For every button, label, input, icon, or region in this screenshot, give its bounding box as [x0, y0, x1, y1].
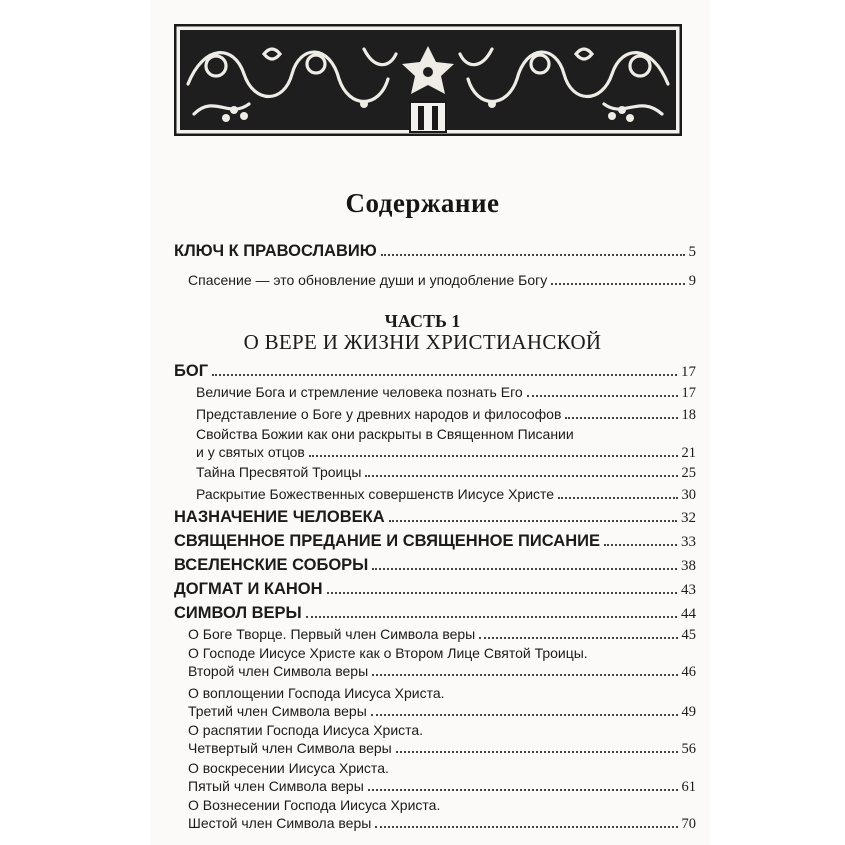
toc-entry[interactable] — [188, 778, 696, 796]
toc-entry-label: СИМВОЛ ВЕРЫ — [174, 604, 302, 622]
toc-entry-page: 46 — [681, 664, 696, 680]
toc-entry-label: Представление о Боге у древних народов и философов — [196, 406, 562, 422]
dot-leader — [212, 374, 677, 376]
toc-entry[interactable] — [188, 626, 696, 644]
toc-entry[interactable] — [196, 464, 696, 482]
toc-entry[interactable] — [188, 703, 696, 721]
toc-entry-page: 44 — [681, 606, 696, 622]
toc-entry[interactable] — [174, 508, 696, 527]
toc-entry-label-line1[interactable]: О воскресении Иисуса Христа. — [188, 760, 389, 776]
toc-entry-page: 18 — [681, 407, 696, 423]
toc-entry[interactable] — [174, 242, 696, 261]
toc-entry-label: Четвертый член Символа веры — [188, 740, 392, 756]
toc-entry[interactable] — [196, 444, 696, 462]
toc-entry[interactable] — [196, 486, 696, 504]
toc-entry-label: Второй член Символа веры — [188, 663, 369, 679]
dot-leader — [371, 714, 678, 716]
toc-entry-label: Пятый член Символа веры — [188, 778, 364, 794]
toc-entry-page: 70 — [681, 816, 696, 832]
dot-leader — [527, 395, 678, 397]
toc-entry[interactable] — [174, 604, 696, 623]
toc-entry-page: 38 — [681, 558, 696, 574]
toc-entry-label-line1[interactable]: О Господе Иисусе Христе как о Втором Лице Святой Троицы. — [188, 645, 588, 661]
toc-entry-page: 56 — [681, 741, 696, 757]
toc-entry-label-line1[interactable]: Свойства Божии как они раскрыты в Священном Писании — [196, 426, 574, 442]
page-title: Содержание — [345, 188, 500, 218]
toc-entry[interactable] — [188, 663, 696, 681]
toc-entry-page: 33 — [681, 534, 696, 550]
toc-entry[interactable] — [188, 740, 696, 758]
toc-entry-label: Третий член Символа веры — [188, 703, 367, 719]
dot-leader — [372, 674, 677, 676]
toc-entry-page: 45 — [681, 627, 696, 643]
dot-leader — [309, 455, 678, 457]
toc-entry-page: 43 — [681, 582, 696, 598]
toc-entry-label: О Боге Творце. Первый член Символа веры — [188, 626, 476, 642]
dot-leader — [375, 826, 677, 828]
toc-entry-page: 5 — [688, 244, 696, 260]
toc-entry-page: 30 — [681, 487, 696, 503]
toc-entry[interactable] — [196, 384, 696, 402]
toc-entry-page: 17 — [681, 364, 696, 380]
dot-leader — [365, 475, 677, 477]
toc-entry-page: 21 — [681, 445, 696, 461]
dot-leader — [565, 417, 677, 419]
toc-entry-label: и у святых отцов — [196, 444, 305, 460]
toc-entry-label: ДОГМАТ И КАНОН — [174, 580, 323, 598]
toc-entry-page: 25 — [681, 465, 696, 481]
toc-entry[interactable] — [188, 815, 696, 833]
part-label: ЧАСТЬ 1 — [384, 311, 461, 331]
dot-leader — [389, 520, 677, 522]
toc-entry-label-line1[interactable]: О воплощении Господа Иисуса Христа. — [188, 685, 445, 701]
toc-entry-label: Тайна Пресвятой Троицы — [196, 464, 362, 480]
toc-entry-label: Раскрытие Божественных совершенств Иисусе Христе — [196, 486, 555, 502]
toc-entry-label: ВСЕЛЕНСКИЕ СОБОРЫ — [174, 556, 369, 574]
dot-leader — [381, 254, 685, 256]
dot-leader — [604, 544, 677, 546]
toc-entry-label: НАЗНАЧЕНИЕ ЧЕЛОВЕКА — [174, 508, 385, 526]
toc-entry[interactable] — [174, 362, 696, 381]
toc-entry-page: 9 — [688, 273, 696, 289]
dot-leader — [558, 497, 677, 499]
toc-entry-label-line1[interactable]: О распятии Господа Иисуса Христа. — [188, 722, 424, 738]
toc-entry-label: Спасение — это обновление души и уподобление Богу — [188, 272, 548, 288]
dot-leader — [479, 637, 677, 639]
dot-leader — [306, 616, 677, 618]
dot-leader — [372, 568, 677, 570]
toc-entry-label: Величие Бога и стремление человека познать Его — [196, 384, 523, 400]
toc-entry-page: 61 — [681, 779, 696, 795]
dot-leader — [551, 283, 684, 285]
toc-entry[interactable] — [174, 580, 696, 599]
toc-entry[interactable] — [174, 532, 696, 551]
toc-entry[interactable] — [196, 406, 696, 424]
dot-leader — [327, 592, 677, 594]
dot-leader — [396, 751, 678, 753]
part-title: О ВЕРЕ И ЖИЗНИ ХРИСТИАНСКОЙ — [243, 330, 602, 354]
toc-entry-label: СВЯЩЕННОЕ ПРЕДАНИЕ И СВЯЩЕННОЕ ПИСАНИЕ — [174, 532, 600, 550]
toc-entry-label: Шестой член Символа веры — [188, 815, 372, 831]
toc-entry-label: БОГ — [174, 362, 209, 380]
dot-leader — [368, 789, 678, 791]
toc-entry-page: 32 — [681, 510, 696, 526]
toc-entry[interactable] — [174, 556, 696, 575]
toc-entry-page: 49 — [681, 704, 696, 720]
toc-entry[interactable] — [188, 272, 696, 290]
toc-entry-label: КЛЮЧ К ПРАВОСЛАВИЮ — [174, 242, 377, 260]
toc-entry-page: 17 — [681, 385, 696, 401]
toc-entry-label-line1[interactable]: О Вознесении Господа Иисуса Христа. — [188, 797, 441, 813]
